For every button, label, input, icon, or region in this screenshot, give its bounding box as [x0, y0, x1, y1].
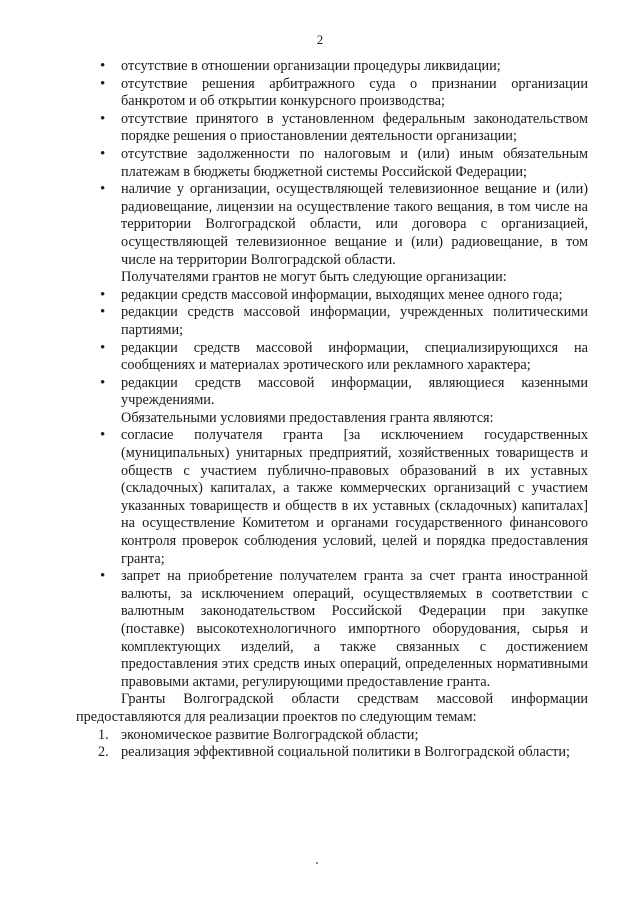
list-item	[98, 727, 588, 745]
list-item: • наличие у организации, осуществляющей телевизионное вещание и (или) радиовещание, лицензии на осуществление такого вещания, в том числе на территории Волгоградской области, или договора с организацией, осуществляющей телевизионное вещание и (или) радиовещание, в том числе на территории Волгоградской области.	[98, 181, 588, 269]
list-item: • редакции средств массовой информации, выходящих менее одного года;	[98, 287, 588, 305]
list-item: • редакции средств массовой информации, специализирующихся на сообщениях и материалах эротического или рекламного характера;	[98, 340, 588, 375]
recipients-paragraph: Получателями грантов не могут быть следующие организации:	[121, 269, 507, 286]
list-item: • отсутствие решения арбитражного суда о признании организации банкротом и об открытии конкурсного производства;	[98, 76, 588, 111]
list-item: • отсутствие задолженности по налоговым и (или) иным обязательным платежам в бюджеты бюджетной системы Российской Федерации;	[98, 146, 588, 181]
list-item-text: экономическое развитие Волгоградской области;	[121, 726, 419, 743]
list-item: • отсутствие в отношении организации процедуры ликвидации;	[98, 58, 588, 76]
eligibility-requirements-list	[98, 58, 588, 269]
list-item: • редакции средств массовой информации, являющиеся казенными учреждениями.	[98, 375, 588, 410]
scan-speck	[316, 862, 318, 864]
list-item-number: 2.	[98, 744, 109, 761]
grant-conditions-list	[98, 427, 588, 691]
excluded-organizations-list	[98, 287, 588, 410]
document-body	[76, 58, 588, 762]
list-item: • согласие получателя гранта [за исключением государственных (муниципальных) унитарных предприятий, хозяйственных товариществ и обществ с участием публично-правовых образований в их уставных (складочных) капиталах, а также коммерческих организаций с участием указанных товариществ и обществ в их уставных (складочных) капиталах] на осуществление Комитетом и органами государственного финансового контроля проверок соблюдения условий, целей и порядка предоставления гранта;	[98, 427, 588, 568]
list-item-number: 1.	[98, 726, 109, 743]
list-item-text: реализация эффективной социальной политики в Волгоградской области;	[121, 744, 571, 761]
topics-list	[98, 727, 588, 762]
list-item: • запрет на приобретение получателем гранта за счет гранта иностранной валюты, за исключением операций, осуществляемых в соответствии с валютным законодательством Российской Федерации при закупке (поставке) высокотехнологичного импортного оборудования, сырья и комплектующих изделий, а также связанных с достижением предоставления этих средств иных операций, определенных нормативными правовыми актами, регулирующими предоставление гранта.	[98, 568, 588, 691]
list-item: • отсутствие принятого в установленном федеральным законодательством порядке решения о приостановлении деятельности организации;	[98, 111, 588, 146]
page-number: 2	[316, 32, 324, 47]
list-item: • редакции средств массовой информации, учрежденных политическими партиями;	[98, 304, 588, 339]
conditions-paragraph: Обязательными условиями предоставления гранта являются:	[121, 409, 494, 426]
list-item	[98, 744, 588, 762]
grants-topics-paragraph: Гранты Волгоградской области средствам массовой информации предоставляются для реализации проектов по следующим темам:	[76, 691, 588, 725]
